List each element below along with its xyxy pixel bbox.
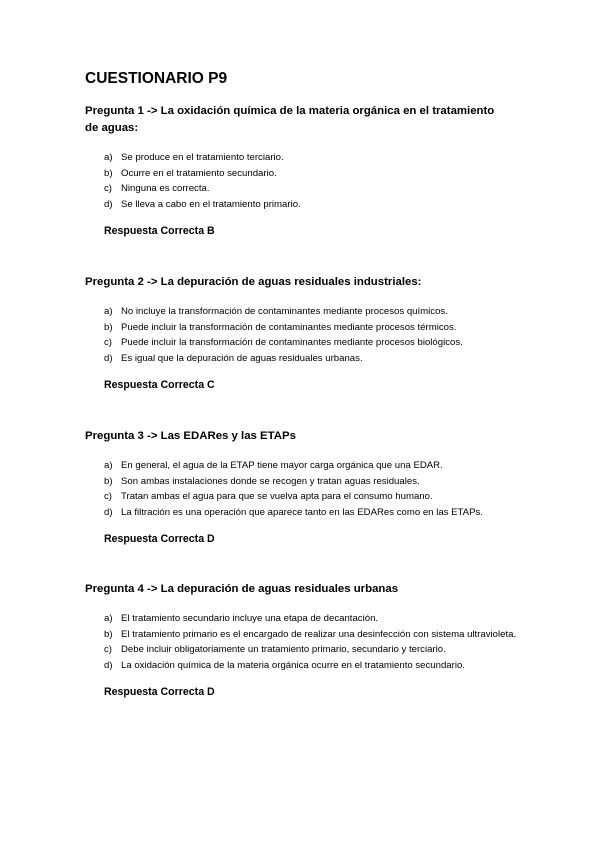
option-letter: c) bbox=[104, 644, 112, 655]
option-letter: a) bbox=[104, 613, 113, 624]
question-4 bbox=[85, 581, 517, 698]
option-text: Ninguna es correcta. bbox=[121, 183, 210, 194]
option-letter: b) bbox=[104, 167, 113, 179]
option-text: No incluye la transformación de contaminantes mediante procesos químicos. bbox=[121, 306, 448, 317]
option-text: La oxidación química de la materia orgánica ocurre en el tratamiento secundario. bbox=[121, 659, 465, 671]
option-letter: b) bbox=[104, 628, 113, 640]
option-c bbox=[85, 642, 541, 658]
option-b bbox=[85, 474, 541, 490]
option-letter: c) bbox=[104, 183, 112, 194]
option-text: Puede incluir la transformación de contaminantes mediante procesos biológicos. bbox=[121, 337, 463, 348]
options-list bbox=[85, 458, 505, 520]
option-letter: c) bbox=[104, 337, 112, 348]
options-list bbox=[85, 150, 505, 212]
option-b bbox=[85, 320, 541, 336]
option-text: El tratamiento primario es el encargado de realizar una desinfección con sistema ultravioleta. bbox=[121, 628, 517, 640]
option-c bbox=[85, 335, 541, 351]
correct-answer: Respuesta Correcta C bbox=[104, 379, 215, 391]
option-a bbox=[85, 150, 541, 166]
option-b bbox=[85, 166, 541, 182]
option-c bbox=[85, 181, 541, 197]
option-b bbox=[85, 627, 541, 643]
question-3 bbox=[85, 428, 505, 545]
correct-answer: Respuesta Correcta D bbox=[104, 533, 215, 545]
option-text: El tratamiento secundario incluye una etapa de decantación. bbox=[121, 613, 379, 624]
option-letter: d) bbox=[104, 198, 113, 210]
option-a bbox=[85, 458, 541, 474]
option-letter: a) bbox=[104, 152, 113, 163]
correct-answer: Respuesta Correcta B bbox=[104, 225, 215, 237]
option-letter: b) bbox=[104, 321, 113, 333]
option-letter: d) bbox=[104, 352, 113, 364]
option-text: Se produce en el tratamiento terciario. bbox=[121, 152, 284, 163]
option-letter: a) bbox=[104, 460, 113, 471]
option-a bbox=[85, 304, 541, 320]
options-list bbox=[85, 611, 517, 673]
question-text: Pregunta 2 -> La depuración de aguas residuales industriales: bbox=[85, 276, 422, 288]
option-a bbox=[85, 611, 541, 627]
correct-answer: Respuesta Correcta D bbox=[104, 686, 215, 698]
option-d bbox=[85, 351, 541, 367]
option-text: Puede incluir la transformación de contaminantes mediante procesos térmicos. bbox=[121, 321, 457, 333]
option-d bbox=[85, 197, 541, 213]
option-text: La filtración es una operación que aparece tanto en las EDARes como en las ETAPs. bbox=[121, 506, 483, 518]
question-2 bbox=[85, 274, 505, 391]
option-letter: c) bbox=[104, 491, 112, 502]
question-text: Pregunta 3 -> Las EDARes y las ETAPs bbox=[85, 430, 296, 442]
option-letter: a) bbox=[104, 306, 113, 317]
option-d bbox=[85, 505, 541, 521]
option-text: Se lleva a cabo en el tratamiento primario. bbox=[121, 198, 301, 210]
option-text: Ocurre en el tratamiento secundario. bbox=[121, 167, 277, 179]
option-text: Son ambas instalaciones donde se recogen y tratan aguas residuales. bbox=[121, 475, 420, 487]
option-d bbox=[85, 658, 541, 674]
question-text: Pregunta 1 -> La oxidación química de la materia orgánica en el tratamiento de aguas: bbox=[85, 105, 495, 134]
question-1 bbox=[85, 103, 505, 237]
option-text: Debe incluir obligatoriamente un tratamiento primario, secundario y terciario. bbox=[121, 644, 446, 655]
option-letter: d) bbox=[104, 659, 113, 671]
option-c bbox=[85, 489, 541, 505]
option-text: Tratan ambas el agua para que se vuelva apta para el consumo humano. bbox=[121, 491, 433, 502]
option-text: Es igual que la depuración de aguas residuales urbanas. bbox=[121, 352, 363, 364]
option-letter: d) bbox=[104, 506, 113, 518]
options-list bbox=[85, 304, 505, 366]
option-letter: b) bbox=[104, 475, 113, 487]
question-text: Pregunta 4 -> La depuración de aguas residuales urbanas bbox=[85, 583, 399, 595]
page-title: CUESTIONARIO P9 bbox=[85, 70, 228, 87]
option-text: En general, el agua de la ETAP tiene mayor carga orgánica que una EDAR. bbox=[121, 460, 443, 471]
